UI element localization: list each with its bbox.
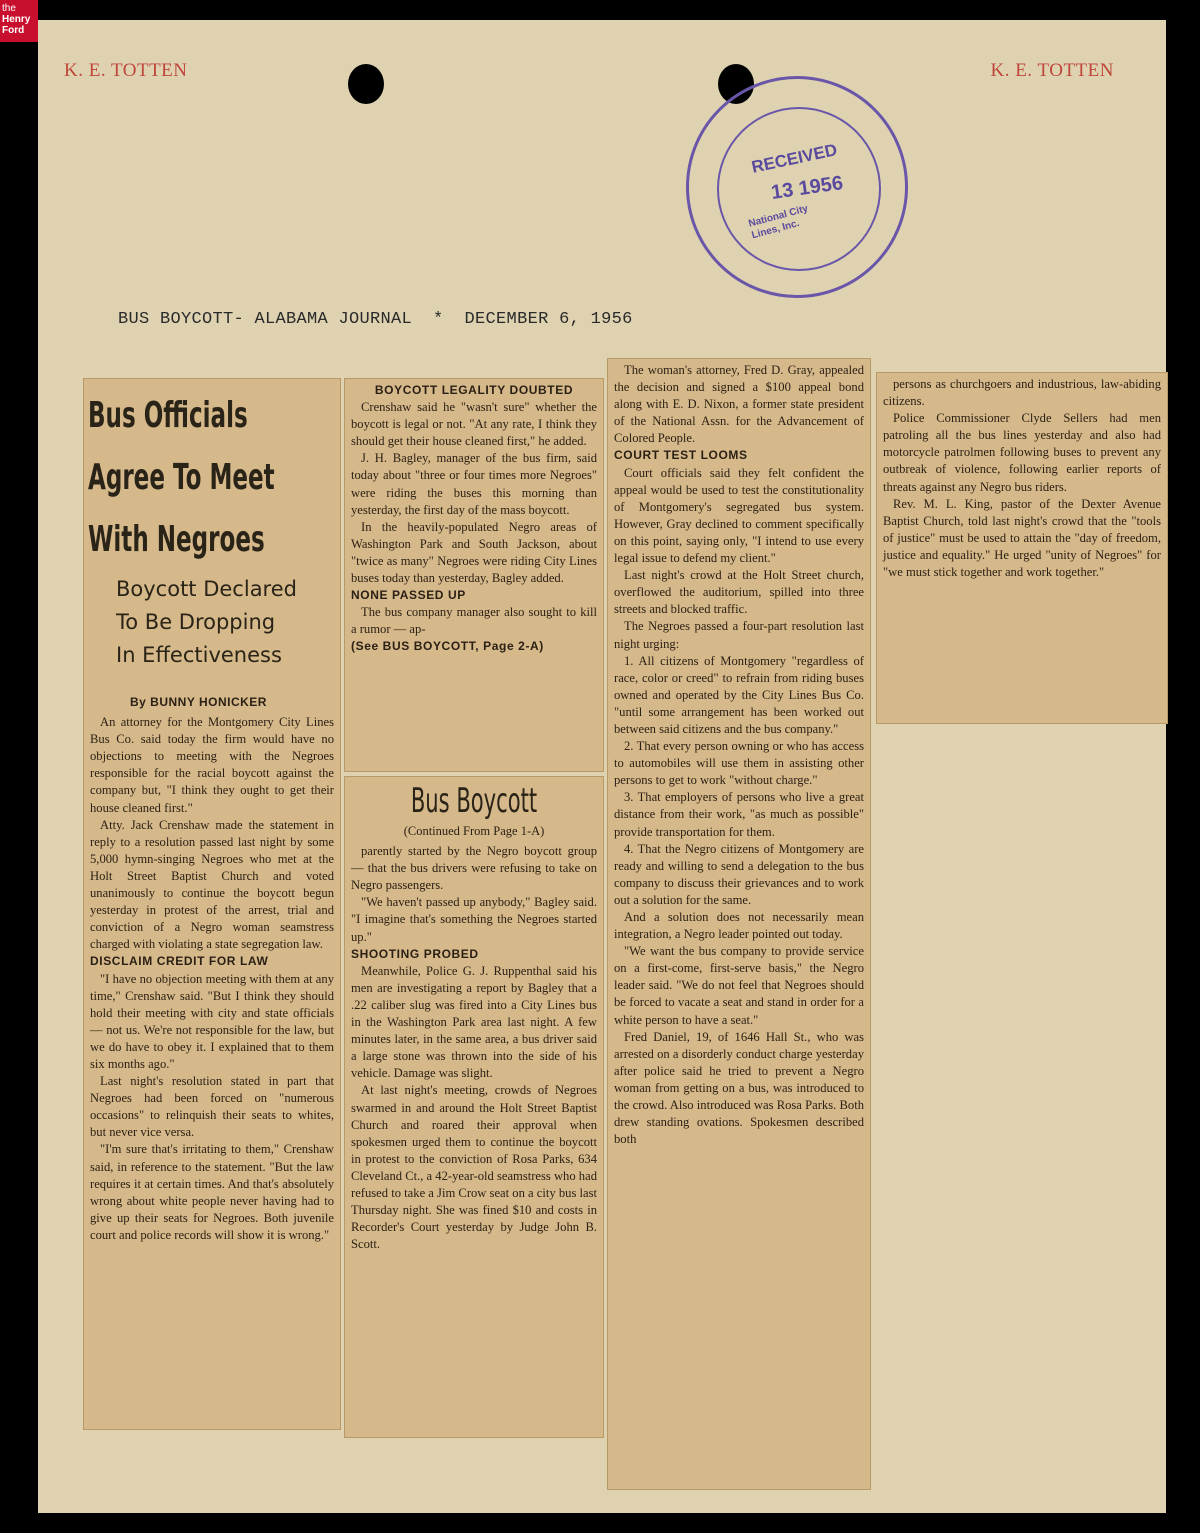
article-paragraph: Court officials said they felt confident the appeal would be used to test the constitutionality of Montgomery's segregated bus system. However, Gray declined to comment specifically on this point, saying only, "I intend to use every legal issue to defend my client."	[614, 465, 864, 566]
section-subhead: SHOOTING PROBED	[351, 946, 479, 961]
section-subhead: DISCLAIM CREDIT FOR LAW	[90, 954, 269, 969]
article-paragraph: An attorney for the Montgomery City Lines Bus Co. said today the firm would have no objections to meeting with the Negroes responsible for the racial boycott against the company but, "I think they ought to get their house cleaned first."	[90, 715, 334, 815]
article-paragraph: 2. That every person owning or who has access to automobiles will use them in assisting other persons to get to work "without charge."	[614, 739, 864, 788]
deck-subheadline	[116, 573, 340, 672]
letterhead-right: K. E. TOTTEN	[990, 60, 1114, 81]
archive-sheet	[38, 20, 1166, 1513]
section-subhead: COURT TEST LOOMS	[614, 448, 748, 463]
letterhead-left: K. E. TOTTEN	[64, 60, 188, 81]
punch-hole	[348, 64, 384, 104]
article-paragraph: parently started by the Negro boycott group — that the bus drivers were refusing to take on Negro passengers.	[351, 844, 597, 893]
byline: By BUNNY HONICKER	[130, 695, 267, 709]
article-paragraph: "We haven't passed up anybody," Bagley said. "I imagine that's something the Negroes started up."	[351, 895, 597, 944]
article-paragraph: "I'm sure that's irritating to them," Crenshaw said, in reference to the statement. "But the law requires it at certain times. And that's absolutely wrong about white people never having had to give up their seats for Negroes. Both juvenile court and police records will show it is wrong."	[90, 1142, 334, 1242]
article-paragraph: Atty. Jack Crenshaw made the statement in reply to a resolution passed last night by some 5,000 hymn-singing Negroes who met at the Holt Street Baptist Church and voted unanimously to continue the boycott begun yesterday in protest of the arrest, trial and conviction of a Negro woman seamstress charged with violating a state segregation law.	[90, 817, 334, 952]
article-paragraph: "We want the bus company to provide service on a first-come, first-serve basis," the Negro leader said. "We do not feel that Negroes should be forced to vacate a seat and stand in order for a white person to have a seat."	[614, 944, 864, 1027]
section-subhead: NONE PASSED UP	[351, 588, 466, 603]
deck-line: To Be Dropping	[116, 610, 276, 634]
article-paragraph: Last night's crowd at the Holt Street church, overflowed the auditorium, spilled into three streets and blocked traffic.	[614, 568, 864, 617]
article-paragraph: 4. That the Negro citizens of Montgomery are ready and willing to send a delegation to the bus company to discuss their grievances and to work out a solution for the same.	[614, 841, 864, 907]
article-paragraph: Police Commissioner Clyde Sellers had men patroling all the bus lines yesterday and also had motorcycle patrolmen following buses to prevent any outbreak of violence, following earlier reports of threats against any Negro bus riders.	[883, 411, 1161, 494]
deck-line: Boycott Declared	[116, 577, 297, 601]
headline	[88, 385, 275, 571]
headline-line: Agree To Meet	[88, 457, 275, 498]
article-paragraph: Last night's resolution stated in part that Negroes had been forced on "numerous occasions" to relinquish their seats to whites, but never vice versa.	[90, 1074, 334, 1140]
article-paragraph: The woman's attorney, Fred D. Gray, appealed the decision and signed a $100 appeal bond along with E. D. Nixon, a former state president of the National Assn. for the Advancement of Colored People.	[614, 363, 864, 446]
clipping-column-3	[607, 358, 871, 1490]
stamp-company-text: National City Lines, Inc.	[747, 203, 810, 242]
article-paragraph: "I have no objection meeting with them at any time," Crenshaw said. "But I think they should hold their meeting with city and state officials — not us. We're not responsible for the law, but we do have to obey it. I explained that to them six months ago."	[90, 971, 334, 1071]
deck-line: In Effectiveness	[116, 643, 282, 667]
stamp-received-text: RECEIVED	[749, 140, 839, 177]
continuation-title: Bus Boycott	[410, 781, 538, 821]
continuation-subtitle: (Continued From Page 1-A)	[403, 824, 545, 838]
article-paragraph: In the heavily-populated Negro areas of Washington Park and South Jackson, about "twice as many" Negroes were riding City Lines buses today than yesterday, Bagley added.	[351, 519, 597, 586]
article-paragraph: Rev. M. L. King, pastor of the Dexter Avenue Baptist Church, told last night's crowd that the "tools of justice" must be used to attain the "day of freedom, justice and equality." He urged "unity of Negroes" for "we must stick together and work together."	[883, 496, 1161, 580]
article-paragraph: The bus company manager also sought to kill a rumor — ap-	[351, 605, 597, 637]
logo-line-1: the	[2, 3, 16, 14]
section-subhead: BOYCOTT LEGALITY DOUBTED	[374, 383, 574, 397]
henry-ford-logo	[0, 0, 38, 42]
article-paragraph: persons as churchgoers and industrious, law-abiding citizens.	[883, 377, 1161, 409]
clipping-column-2	[344, 378, 604, 772]
logo-line-2: Henry	[2, 14, 31, 25]
article-paragraph: Fred Daniel, 19, of 1646 Hall St., who was arrested on a disorderly conduct charge yesterday after police said he tried to prevent a Negro woman from getting on a bus, was introduced to the crowd. Also introduced was Rosa Parks. Both drew standing ovations. Spokesmen described both	[614, 1029, 864, 1147]
article-paragraph: At last night's meeting, crowds of Negroes swarmed in and around the Holt Street Baptist Church and roared their approval when spokesmen urged them to continue the boycott in protest to the conviction of Rosa Parks, 634 Cleveland Ct., a 42-year-old seamstress who had refused to take a Jim Crow seat on a city bus last Thursday night. She was fined $10 and costs in Recorder's Court yesterday by Judge John B. Scott.	[351, 1083, 597, 1252]
article-paragraph: J. H. Bagley, manager of the bus firm, said today about "three or four times more Negroes" were riding the buses this morning than yesterday, the first day of the mass boycott.	[351, 451, 597, 517]
received-stamp	[686, 76, 908, 298]
article-paragraph: The Negroes passed a four-part resolution last night urging:	[614, 619, 864, 651]
article-paragraph: And a solution does not necessarily mean integration, a Negro leader pointed out today.	[614, 910, 864, 942]
jump-line: (See BUS BOYCOTT, Page 2-A)	[351, 639, 544, 654]
article-paragraph: Meanwhile, Police G. J. Ruppenthal said his men are investigating a report by Bagley that a .22 caliber slug was fired into a City Lines bus in the Washington Park area last night. A few minutes later, in the same area, a bus driver said a large stone was thrown into the side of his vehicle. Damage was slight.	[351, 963, 597, 1081]
headline-line: Bus Officials	[88, 395, 248, 436]
clipping-column-4	[876, 372, 1168, 724]
article-paragraph: 1. All citizens of Montgomery "regardless of race, color or creed" to refrain from riding buses owned and operated by the City Lines Bus Co. "until some arrangement has been worked out between said citizens and the bus company."	[614, 653, 864, 736]
clipping-continuation	[344, 776, 604, 1438]
logo-line-3: Ford	[2, 25, 25, 36]
article-paragraph: 3. That employers of persons who live a great distance from their work, "as much as possible" provide transportation for them.	[614, 790, 864, 839]
typed-caption: BUS BOYCOTT- ALABAMA JOURNAL * DECEMBER 6, 1956	[118, 310, 633, 329]
headline-line: With Negroes	[88, 519, 265, 560]
clipping-main-article	[83, 378, 341, 1430]
article-paragraph: Crenshaw said he "wasn't sure" whether the boycott is legal or not. "At any rate, I think they should get their house cleaned first," he added.	[351, 400, 597, 449]
stamp-date-text: 13 1956	[769, 172, 845, 204]
